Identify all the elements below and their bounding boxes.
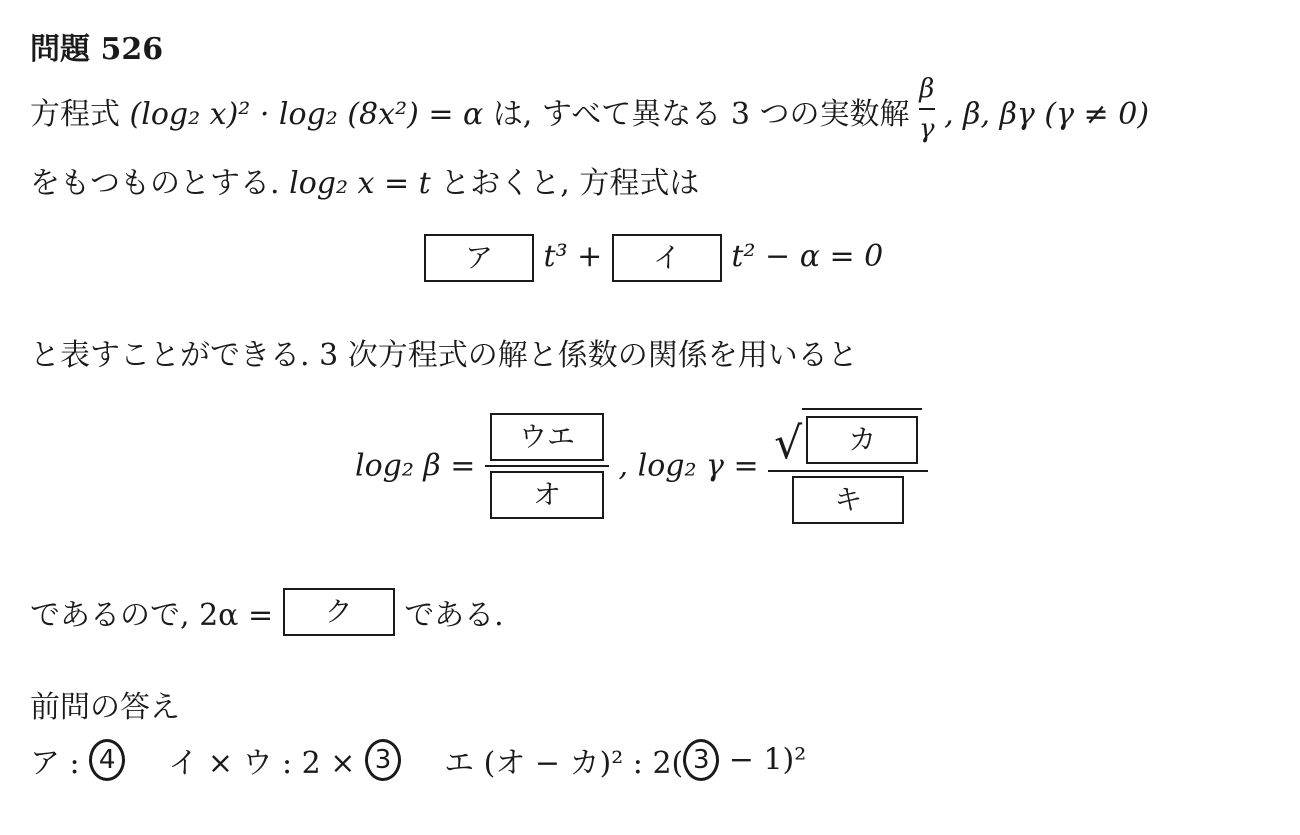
previous-answers-heading: 前問の答え xyxy=(30,690,180,725)
prev-answer-label: ア : xyxy=(30,746,80,781)
answer-box-a[interactable]: ア xyxy=(424,234,534,282)
solutions-list: , β, βγ (γ ≠ 0) xyxy=(944,97,1150,132)
problem-statement-line1 xyxy=(30,74,1150,144)
previous-answers xyxy=(30,738,806,782)
text-segment: であるので, 2α = xyxy=(30,598,274,633)
fraction-beta-gamma xyxy=(919,74,935,144)
answer-box-i[interactable]: イ xyxy=(612,234,722,282)
equation-term: t³ + xyxy=(543,239,603,274)
problem-title: 問題 526 xyxy=(30,32,164,67)
text-segment: は, すべて異なる 3 つの実数解 xyxy=(492,97,910,132)
sqrt-icon: √ xyxy=(774,418,803,469)
problem-statement-line3: と表すことができる. 3 次方程式の解と係数の関係を用いると xyxy=(30,338,858,373)
circled-number: 3 xyxy=(365,739,401,781)
fraction-numerator: β xyxy=(919,74,935,104)
fraction-log-gamma xyxy=(768,408,928,524)
answer-box-ka[interactable]: カ xyxy=(806,416,918,464)
sqrt-radicand xyxy=(802,408,922,466)
equation-inline: (log₂ x)² · log₂ (8x²) = α xyxy=(129,97,484,132)
prev-answer-label: − 1)² xyxy=(728,742,807,778)
problem-statement-line4 xyxy=(30,588,504,636)
answer-box-ki[interactable]: キ xyxy=(792,476,904,524)
sqrt-expression xyxy=(774,408,922,469)
text-segment: である. xyxy=(404,598,504,633)
problem-statement-line2 xyxy=(30,158,699,202)
fraction-bar xyxy=(919,108,935,110)
substitution-math: log₂ x = t xyxy=(289,166,431,201)
text-segment: 方程式 xyxy=(30,97,120,132)
cubic-equation xyxy=(424,234,883,282)
circled-number: 3 xyxy=(683,739,719,781)
answer-box-ue[interactable]: ウエ xyxy=(490,413,604,461)
text-segment: とおくと, 方程式は xyxy=(440,166,700,201)
equation-term: , log₂ γ = xyxy=(618,448,759,484)
circled-number: 4 xyxy=(89,739,125,781)
prev-answer-label: エ (オ − カ)² : 2( xyxy=(444,746,684,781)
equation-term: t² − α = 0 xyxy=(731,239,884,274)
equation-term: log₂ β = xyxy=(355,448,476,484)
answer-box-ku[interactable]: ク xyxy=(283,588,395,636)
prev-answer-label: イ × ウ : 2 × xyxy=(168,746,356,781)
fraction-bar xyxy=(768,470,928,472)
text-segment: をもつものとする. xyxy=(30,166,280,201)
fraction-bar xyxy=(485,465,609,467)
fraction-denominator: γ xyxy=(919,114,935,144)
log-equations xyxy=(355,408,928,524)
answer-box-o[interactable]: オ xyxy=(490,471,604,519)
fraction-log-beta xyxy=(485,413,609,519)
